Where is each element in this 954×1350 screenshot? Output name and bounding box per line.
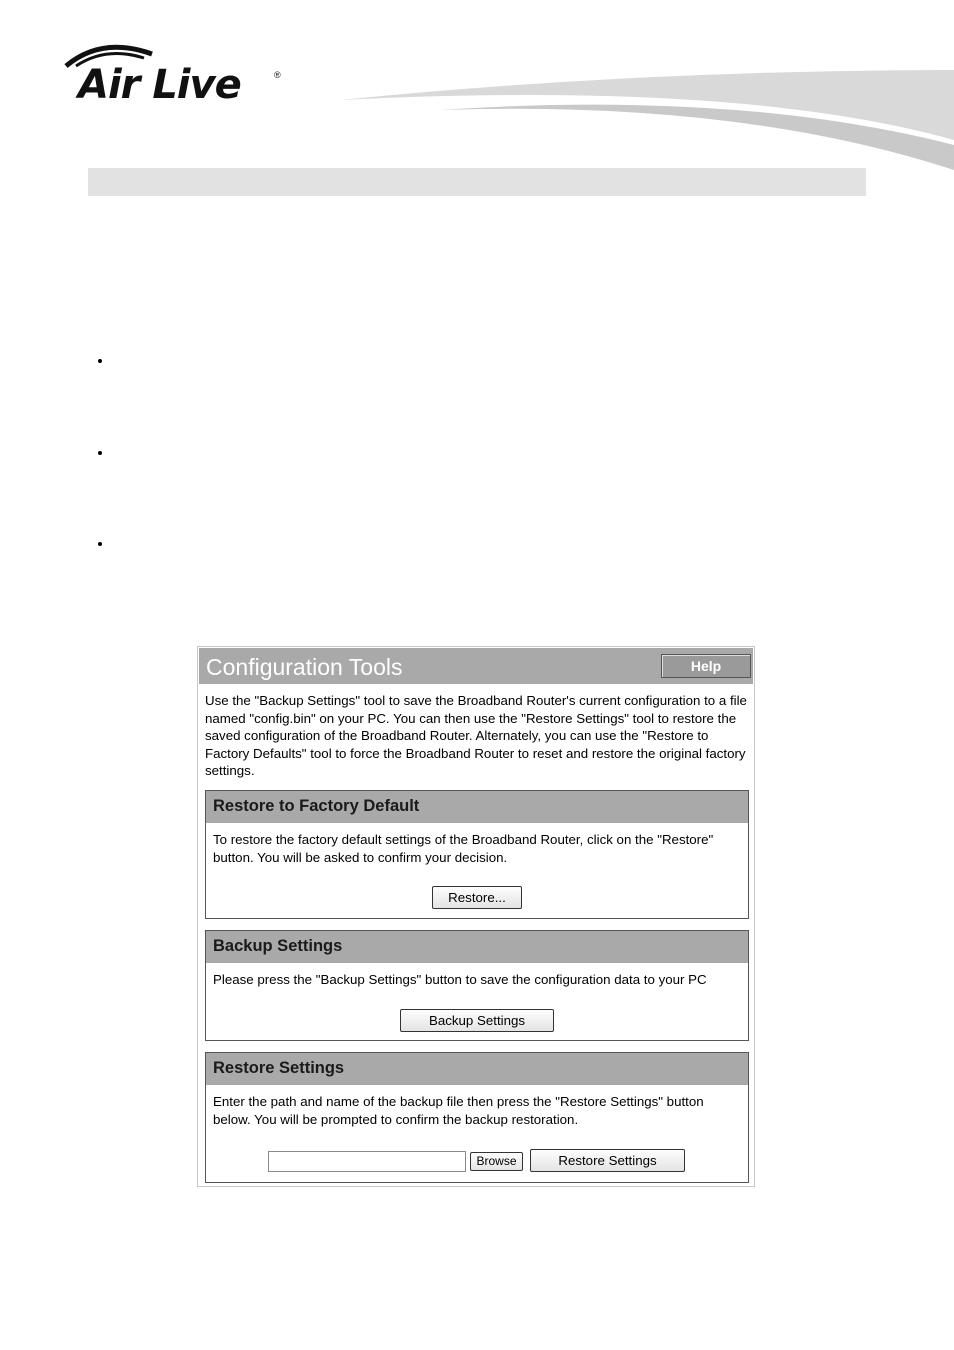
configuration-tools-panel bbox=[197, 646, 755, 1187]
intro-text: Use the "Backup Settings" tool to save the Broadband Router's current configuration to a file named "config.bin" on your PC. You can then use the "Restore Settings" tool to restore the saved configuration of the Broadband Router. Alternately, you can use the "Restore to Factory Defaults" tool to force the Broadband Router to reset and restore the original factory settings. bbox=[205, 693, 747, 778]
backup-settings-title: Backup Settings bbox=[213, 937, 343, 955]
restore-settings-title: Restore Settings bbox=[213, 1059, 345, 1077]
browse-button[interactable]: Browse bbox=[470, 1152, 523, 1171]
factory-default-title: Restore to Factory Default bbox=[213, 797, 420, 815]
backup-settings-text: Please press the "Backup Settings" button to save the configuration data to your PC bbox=[213, 972, 707, 987]
backup-settings-section bbox=[205, 930, 749, 1041]
backup-settings-header bbox=[206, 931, 748, 964]
registered-mark: ® bbox=[274, 70, 281, 80]
panel-header bbox=[199, 648, 753, 684]
backup-file-path-input[interactable] bbox=[268, 1151, 466, 1172]
factory-default-text: To restore the factory default settings of the Broadband Router, click on the "Restore" button. You will be asked to confirm your decision. bbox=[213, 832, 714, 865]
factory-default-section bbox=[205, 790, 749, 919]
backup-settings-button[interactable]: Backup Settings bbox=[400, 1009, 554, 1032]
panel-title: Configuration Tools bbox=[206, 654, 403, 680]
logo-text: Air Live bbox=[78, 62, 241, 108]
restore-settings-section bbox=[205, 1052, 749, 1183]
restore-settings-header bbox=[206, 1053, 748, 1086]
help-button[interactable]: Help bbox=[661, 654, 751, 678]
restore-settings-text: Enter the path and name of the backup file then press the "Restore Settings" button below. You will be prompted to confirm the backup restoration. bbox=[213, 1094, 704, 1127]
factory-default-header bbox=[206, 791, 748, 824]
bullet-point bbox=[98, 359, 102, 363]
section-heading-bar bbox=[88, 168, 866, 196]
restore-factory-button[interactable]: Restore... bbox=[432, 886, 522, 909]
header-swoosh bbox=[340, 60, 954, 180]
airlive-logo bbox=[62, 40, 292, 110]
bullet-point bbox=[98, 542, 102, 546]
bullet-point bbox=[98, 451, 102, 455]
restore-settings-button[interactable]: Restore Settings bbox=[530, 1149, 685, 1172]
